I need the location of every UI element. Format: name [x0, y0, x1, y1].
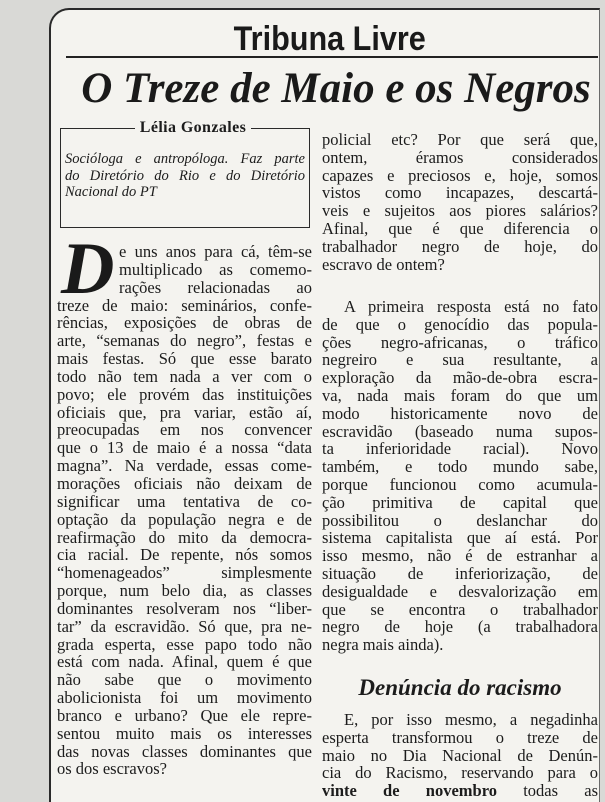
section-title: Tribuna Livre	[233, 20, 427, 58]
text-line: modo historicamente novo de	[322, 403, 598, 423]
author-bio	[65, 151, 305, 201]
text-line: negro de hoje (a trabalhadora	[322, 617, 598, 637]
text-line: significar uma tentativa de co-	[57, 491, 312, 511]
text-line: não sabe que o movimento	[57, 670, 312, 690]
text-line: todo não tem nada a ver com o	[57, 366, 312, 386]
text-line: negra mais ainda).	[322, 635, 444, 655]
text-line: cia racial. De repente, nós somos	[57, 545, 312, 565]
text-line: e uns anos para cá, têm-se	[119, 242, 312, 261]
text-line: reafirmação do mito da democra-	[57, 527, 312, 547]
text-line: negreiro e sua resultante, a	[322, 350, 598, 370]
section-header	[62, 20, 598, 58]
text-line: de que o genocídio das popula-	[322, 314, 598, 334]
text-line: do Diretório do Rio e do Diretório	[65, 167, 305, 184]
text-line: ção primitiva de capital que	[322, 492, 598, 512]
text-line: ontem, éramos considerados	[322, 147, 598, 167]
text-line: Afinal, que é que diferencia o	[322, 218, 598, 238]
article-title: O Treze de Maio e os Negros	[81, 65, 591, 112]
text-line: veis e sujeitos aos piores salários?	[322, 201, 598, 221]
text-line: rações relacionadas ao	[119, 277, 312, 297]
text-line: tar” da escravidão. Só que, pra ne-	[57, 616, 312, 636]
text-line: multiplicado as comemo-	[119, 259, 312, 279]
text-line: “homenageados” simplesmente	[57, 563, 312, 583]
text-line: preocupadas em nos convencer	[57, 420, 312, 440]
text-line: vistos como incapazes, descartá-	[322, 183, 598, 203]
author-box	[60, 118, 310, 228]
text-line: rências, exposições de obras de	[57, 313, 312, 333]
text-line: possibilitou o deslanchar do	[322, 510, 598, 530]
text-line: morações oficiais não deixam de	[57, 473, 312, 493]
text-line: também, e todo mundo sabe,	[322, 457, 598, 477]
text-line: os dos escravos?	[57, 759, 167, 779]
author-label	[77, 118, 309, 138]
text-line: trabalhador negro de hoje, do	[322, 236, 598, 256]
text-line: Socióloga e antropóloga. Faz parte	[65, 151, 305, 167]
text-span: todas as	[523, 781, 599, 801]
paragraph	[57, 243, 312, 778]
text-line: ções negro-africanas, o tráfico	[322, 332, 598, 352]
text-line: situação de inferiorização, de	[322, 563, 598, 583]
text-line: branco e urbano? Que ele repre-	[57, 705, 312, 725]
text-line: capazes e preciosos e, hoje, somos	[322, 165, 598, 185]
text-line: esperta transformou o treze de	[322, 727, 598, 747]
text-line: povo; ele provém das instituições	[57, 384, 312, 404]
drop-cap: D	[61, 228, 115, 310]
text-line: arte, “semanas do negro”, festas e	[57, 331, 312, 351]
author-name: Lélia Gonzales	[135, 119, 251, 136]
header-rule	[66, 56, 598, 58]
text-line: abolicionista foi um movimento	[57, 688, 312, 708]
text-line: policial etc? Por que será que,	[322, 130, 598, 149]
text-line: maio no Dia Nacional de Denún-	[322, 745, 598, 765]
text-line: porque, num belo dia, as classes	[57, 581, 312, 601]
text-line: das novas classes dominantes que	[57, 741, 312, 761]
paragraph	[322, 131, 598, 273]
text-line: Nacional do PT	[65, 184, 157, 201]
text-line: treze de maio: seminários, confe-	[57, 295, 312, 315]
text-line: optação da população negra e de	[57, 509, 312, 529]
text-line: escravo de ontem?	[322, 254, 445, 274]
text-line: sistema capitalista que aí está. Por	[322, 528, 598, 548]
text-line: escravidão (baseado numa supos-	[322, 421, 598, 441]
paragraph	[322, 298, 598, 654]
text-line: porque funcionou como acumula-	[322, 474, 598, 494]
text-line: E, por isso mesmo, a negadinha	[344, 710, 598, 729]
text-line: dominantes resolveram nos “liber-	[57, 598, 312, 618]
text-line: cia do Racismo, reservando para o	[322, 763, 598, 783]
text-line: mais festas. Só que esse barato	[57, 349, 312, 369]
text-line: magna”. Na verdade, essas come-	[57, 456, 312, 476]
text-line: que o 13 de maio é a nossa “data	[57, 438, 312, 458]
text-line: exploração da mão-de-obra escra-	[322, 368, 598, 388]
subheading: Denúncia do racismo	[358, 675, 562, 700]
text-line: desigualdade e desvalorização em	[322, 581, 598, 601]
text-line: va, nada mais foram do que um	[322, 385, 598, 405]
text-line: grada esperta, esse papo todo não	[57, 634, 312, 654]
text-line: que se encontra o trabalhador	[322, 599, 598, 619]
text-line: A primeira resposta está no fato	[344, 297, 598, 316]
paragraph	[322, 711, 598, 800]
bold-phrase: vinte de novembro	[322, 781, 497, 801]
text-line: sentou muito mais os interesses	[57, 723, 312, 743]
text-line: oficiais que, pra variar, estão aí,	[57, 402, 312, 422]
text-line: isso mesmo, não é de estranhar a	[322, 546, 598, 566]
text-line: está com nada. Afinal, quem é que	[57, 652, 312, 672]
text-line: ta inferioridade racial). Novo	[322, 439, 598, 459]
text-line	[322, 782, 598, 800]
